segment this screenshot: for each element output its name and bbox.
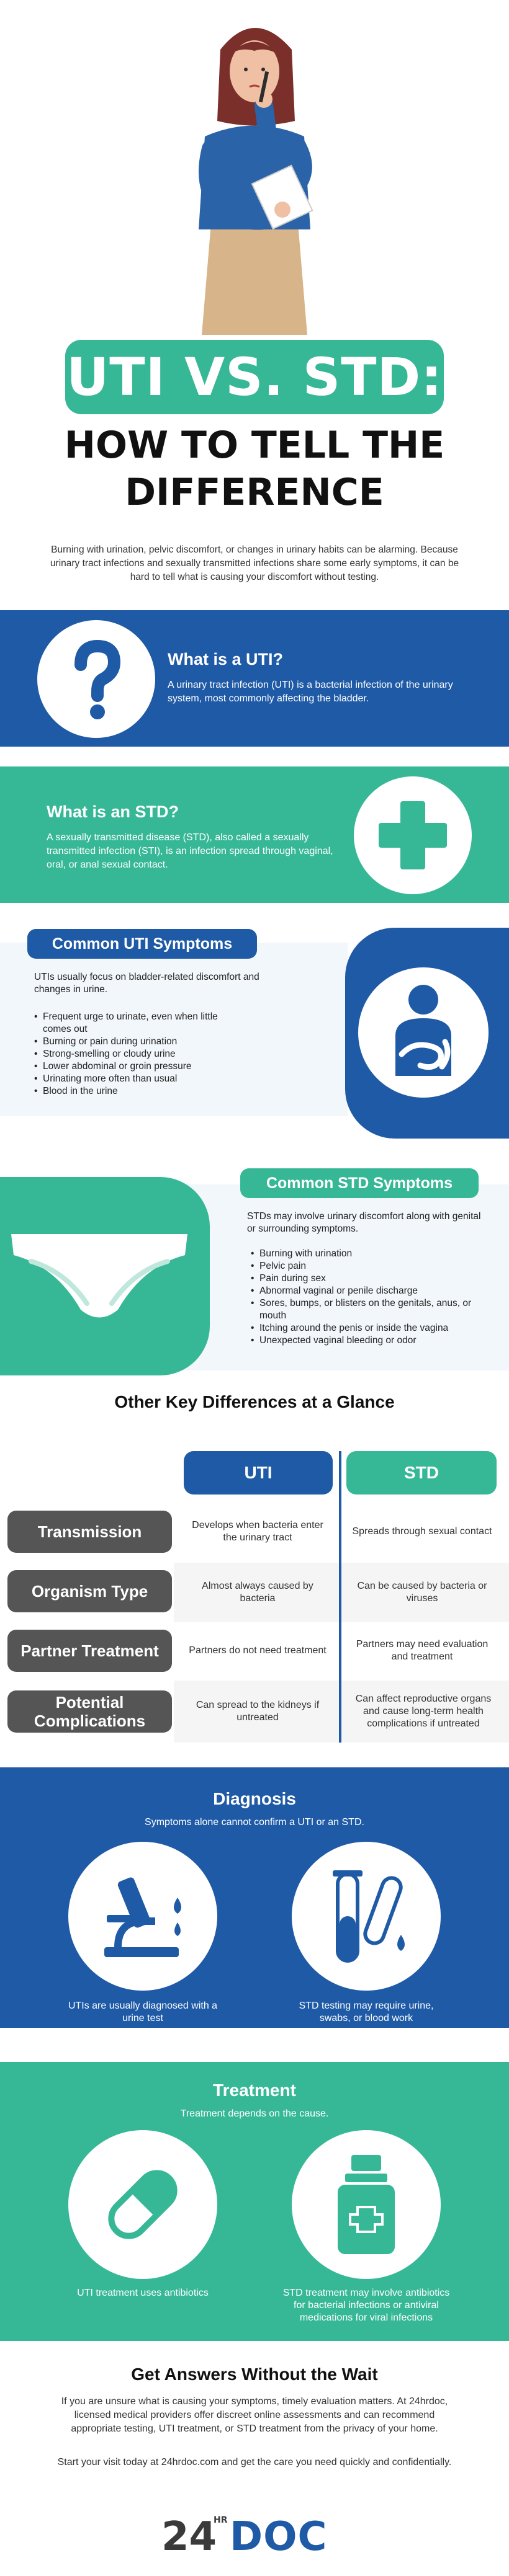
- column-header-uti: UTI: [184, 1451, 333, 1495]
- what-is-std-body: A sexually transmitted disease (STD), also called a sexually transmitted infection (STI), is an infection spread through vaginal, oral, or anal sexual contact.: [47, 832, 333, 870]
- intro-paragraph: Burning with urination, pelvic discomfort, or changes in urinary habits can be alarming. Because urinary tract infections and sexually transmitted infections share some early symptoms, it can be hard to tell what is causing your discomfort without testing.: [50, 544, 459, 582]
- footer-heading: Get Answers Without the Wait: [131, 2365, 378, 2384]
- uti-symptoms-list: [34, 1011, 239, 1098]
- uti-symptom-item: • Frequent urge to urinate, even when little comes out: [34, 1011, 239, 1036]
- std-symptom-item: • Unexpected vaginal bleeding or odor: [251, 1335, 487, 1347]
- row-label-partner-treatment: Partner Treatment: [7, 1630, 172, 1672]
- diagnosis-uti-caption: UTIs are usually diagnosed with a urine test: [68, 2001, 218, 2023]
- std-symptom-item: • Itching around the penis or inside the vagina: [251, 1322, 487, 1335]
- treatment-std-caption: STD treatment may involve antibiotics for bacterial infections or antiviral medications for viral infections: [282, 2288, 450, 2323]
- logo-number: 24: [161, 2514, 217, 2560]
- diagnosis-subtitle: Symptoms alone cannot confirm a UTI or an STD.: [145, 1817, 364, 1828]
- logo-hr: HR: [214, 2515, 228, 2525]
- treatment-uti-caption: UTI treatment uses antibiotics: [77, 2288, 209, 2298]
- footer-paragraph-1: If you are unsure what is causing your symptoms, timely evaluation matters. At 24hrdoc, licensed medical providers offer discreet online assessments and can recommend appropriate testing, UTI treatment, or STD treatment from the privacy of your home.: [61, 2396, 448, 2434]
- table-cell-std: Partners may need evaluation and treatment: [356, 1639, 489, 1662]
- diagnosis-std-caption: STD testing may require urine, swabs, or blood work: [299, 2001, 434, 2023]
- uti-symptom-item: • Blood in the urine: [34, 1085, 239, 1098]
- treatment-subtitle: Treatment depends on the cause.: [180, 2108, 329, 2119]
- std-symptoms-heading: Common STD Symptoms: [240, 1168, 479, 1198]
- std-symptom-item: • Pelvic pain: [251, 1260, 487, 1272]
- comparison-title: Other Key Differences at a Glance: [114, 1392, 395, 1411]
- page-title-line1: UTI VS. STD:: [66, 347, 443, 407]
- table-cell-std: Can be caused by bacteria or viruses: [357, 1581, 487, 1604]
- row-label-organism-type: Organism Type: [7, 1570, 172, 1612]
- std-symptom-item: • Burning with urination: [251, 1248, 487, 1260]
- uti-symptom-item: • Burning or pain during urination: [34, 1036, 239, 1048]
- std-symptoms-intro: STDs may involve urinary discomfort along with genital or surrounding symptoms.: [247, 1211, 481, 1234]
- std-symptom-item: • Pain during sex: [251, 1272, 487, 1285]
- logo-doc: DOC: [230, 2514, 328, 2560]
- table-cell-std: Spreads through sexual contact: [352, 1526, 492, 1537]
- medical-cross-icon: [354, 776, 472, 894]
- uti-symptom-item: • Strong-smelling or cloudy urine: [34, 1048, 239, 1060]
- table-cell-uti: Partners do not need treatment: [189, 1645, 327, 1656]
- what-is-uti-heading: What is a UTI?: [168, 650, 284, 668]
- woman-thinking-illustration: [161, 12, 348, 335]
- std-symptoms-list: [251, 1248, 487, 1347]
- medicine-bottle-icon: [292, 2130, 441, 2279]
- row-label-transmission: Transmission: [7, 1511, 172, 1553]
- abdominal-pain-icon: [358, 967, 489, 1098]
- table-cell-uti: Almost always caused by bacteria: [202, 1581, 313, 1604]
- table-cell-uti: Develops when bacteria enter the urinary tract: [192, 1520, 323, 1543]
- underwear-icon: [6, 1217, 192, 1335]
- uti-symptom-item: • Lower abdominal or groin pressure: [34, 1060, 239, 1073]
- column-header-std: STD: [346, 1451, 497, 1495]
- treatment-heading: Treatment: [213, 2081, 296, 2100]
- uti-symptom-item: • Urinating more often than usual: [34, 1073, 239, 1085]
- pill-capsule-icon: [68, 2130, 217, 2279]
- what-is-std-heading: What is an STD?: [47, 802, 179, 821]
- uti-symptoms-heading: Common UTI Symptoms: [27, 929, 257, 959]
- diagnosis-heading: Diagnosis: [213, 1789, 296, 1808]
- std-symptom-item: • Sores, bumps, or blisters on the genitals, anus, or mouth: [251, 1297, 487, 1322]
- footer-paragraph-2: Start your visit today at 24hrdoc.com and get the care you need quickly and confidentially.: [57, 2457, 452, 2467]
- question-mark-icon: [37, 620, 155, 738]
- std-symptom-item: • Abnormal vaginal or penile discharge: [251, 1285, 487, 1297]
- table-cell-uti: Can spread to the kidneys if untreated: [196, 1700, 320, 1723]
- what-is-uti-body: A urinary tract infection (UTI) is a bacterial infection of the urinary system, most commonly affecting the bladder.: [168, 680, 453, 704]
- table-cell-std: Can affect reproductive organs and cause long-term health complications if untreated: [355, 1694, 492, 1729]
- page-title-line2: HOW TO TELL THE DIFFERENCE: [64, 424, 445, 514]
- microscope-icon: [68, 1842, 217, 1991]
- uti-symptoms-intro: UTIs usually focus on bladder-related discomfort and changes in urine.: [34, 972, 259, 995]
- test-tubes-icon: [292, 1842, 441, 1991]
- row-label-potential-complications: Potential Complications: [7, 1690, 172, 1733]
- brand-logo: [149, 2512, 360, 2561]
- column-divider: [339, 1451, 341, 1743]
